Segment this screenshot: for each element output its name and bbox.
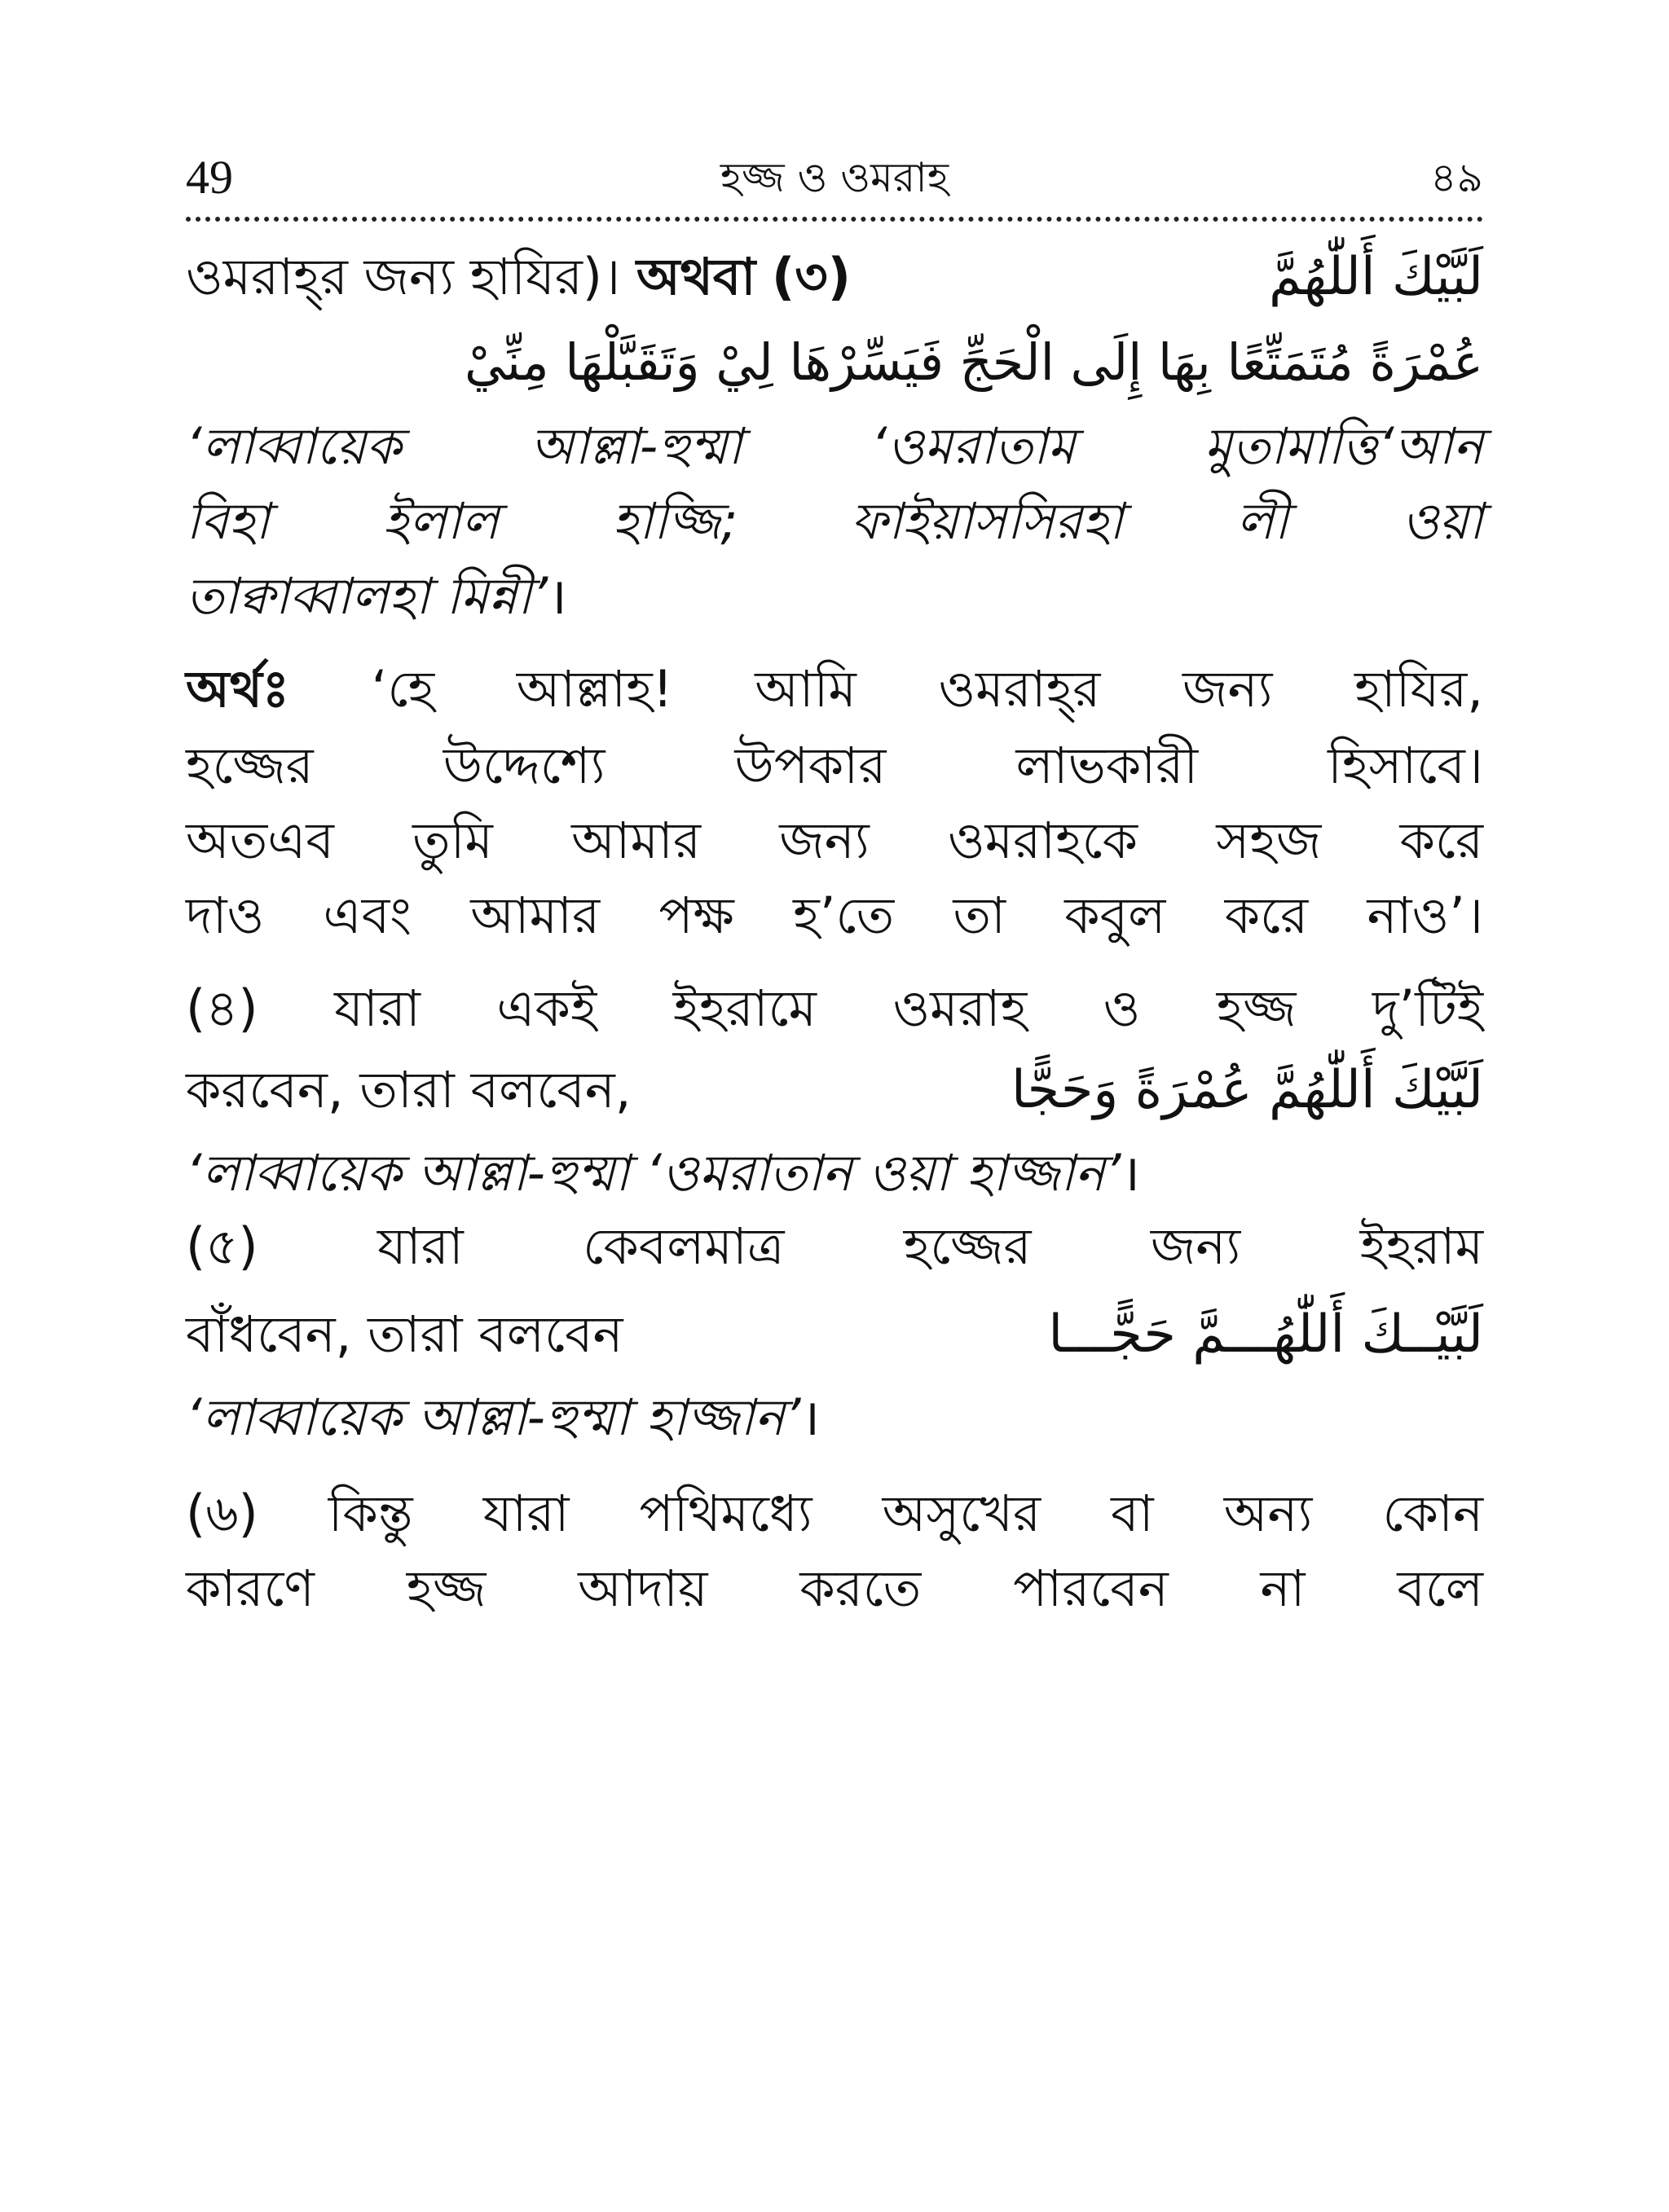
meaning-label: অর্থঃ (186, 659, 289, 719)
item-4-transliteration (186, 1132, 1483, 1214)
transliteration-line-1: ‘লাব্বায়েক আল্লা-হুম্মা ‘ওমরাতাম মুতামাত্তি‘আন (186, 416, 1483, 476)
dotted-divider (186, 217, 1483, 222)
page-number-bengali: ৪৯ (1430, 154, 1483, 201)
arabic-umrah-hajj: لَبَّيْكَ أَللّٰهُمَّ عُمْرَةً وَحَجًّا (1011, 1060, 1483, 1120)
arabic-umrah-tamattu-line: عُمْرَةً مُتَمَتِّعًا بِهَا إِلَى الْحَجِّ فَيَسِّرْهَا لِيْ وَتَقَبَّلْهَا مِنِّيْ (464, 332, 1483, 392)
running-title: হজ্জ ও ওমরাহ (720, 154, 949, 201)
line-1-text: ওমরাহ্‌র জন্য হাযির)। (186, 247, 621, 306)
book-page (186, 147, 1483, 1618)
meaning-line-3: অতএব তুমি আমার জন্য ওমরাহকে সহজ করে (186, 811, 1483, 870)
transliteration-line-2: বিহা ইলাল হাজ্জি; ফাইয়াসসিরহা লী ওয়া (186, 491, 1483, 551)
item-4-line-1: (৪) যারা একই ইহরামে ওমরাহ ও হজ্জ দু’টিই (186, 978, 1483, 1038)
item-4-transliteration-text: ‘লাব্বায়েক আল্লা-হুম্মা ‘ওমরাতান ওয়া হাজ্জান’ (186, 1143, 1121, 1203)
meaning-line-2: হজ্জের উদ্দেশ্যে উপকার লাভকারী হিসাবে। (186, 736, 1483, 795)
meaning-line-4: দাও এবং আমার পক্ষ হ’তে তা কবুল করে নাও’। (186, 886, 1483, 945)
meaning-line-1-text: ‘হে আল্লাহ! আমি ওমরাহ্‌র জন্য হাযির, (371, 659, 1483, 719)
or-keyword: অথবা (636, 247, 756, 306)
item-6-line-2: কারণে হজ্জ আদায় করতে পারবেন না বলে (186, 1559, 1483, 1618)
item-4-line-2 (186, 1049, 1483, 1131)
transliteration-line-3 (186, 556, 1483, 637)
line-1 (186, 236, 1483, 318)
meaning-line-1 (186, 649, 1483, 730)
dari-mark: । (1121, 1143, 1140, 1203)
item-6-line-1: (৬) কিন্তু যারা পথিমধ্যে অসুখের বা অন্য কোন (186, 1484, 1483, 1543)
item-5-line-2 (186, 1294, 1483, 1375)
page-header (186, 147, 1483, 209)
item-5-line-1: (৫) যারা কেবলমাত্র হজ্জের জন্য ইহরাম (186, 1216, 1483, 1276)
item-number-3: (৩) (771, 247, 851, 306)
page-number-latin: 49 (186, 151, 233, 204)
item-5-transliteration-text: ‘লাব্বায়েক আল্লা-হুম্মা হাজ্জান’ (186, 1387, 801, 1447)
item-5-line-2-text: বাঁধবেন, তারা বলবেন (186, 1304, 623, 1364)
dari-mark: । (548, 566, 567, 626)
arabic-hajj: لَبَّيْــكَ أَللّٰهُـــمَّ حَجًّـــا (1048, 1304, 1483, 1365)
item-5-transliteration (186, 1377, 1483, 1458)
dari-mark: । (800, 1387, 821, 1447)
transliteration-line-3-text: তাক্বাব্বালহা মিন্নী’ (186, 566, 548, 626)
item-4-line-2-text: করবেন, তারা বলবেন, (186, 1060, 632, 1119)
arabic-talbiyah-start: لَبَّيْكَ أَللّٰهُمَّ (1269, 247, 1483, 307)
